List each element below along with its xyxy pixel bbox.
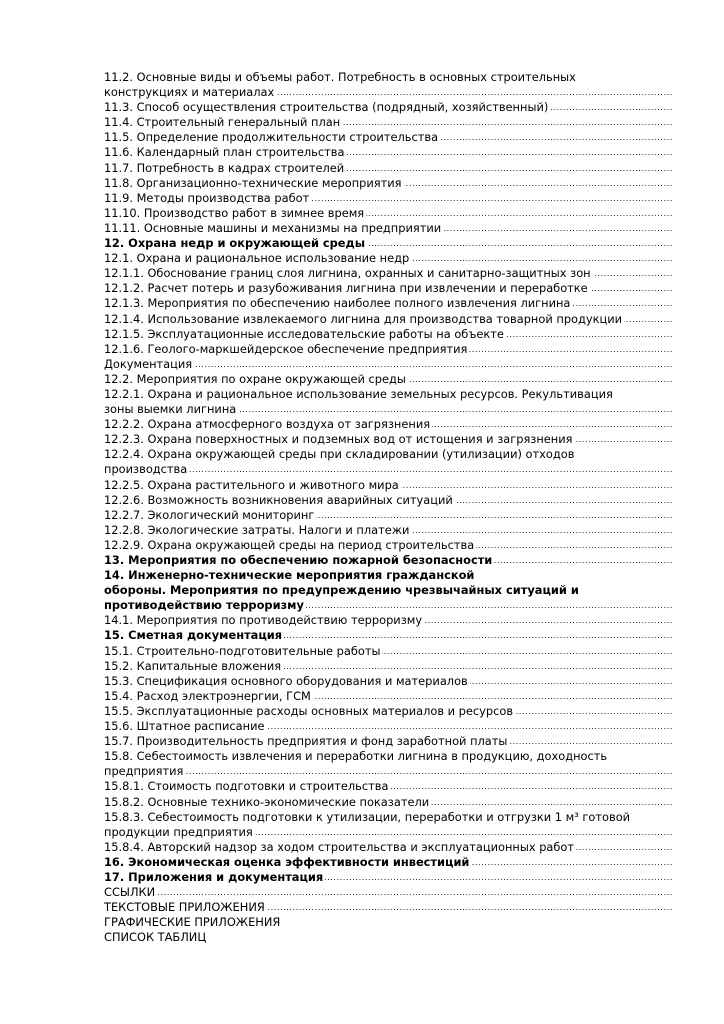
toc-entry[interactable] xyxy=(104,402,672,417)
toc-section-heading[interactable] xyxy=(104,598,672,613)
toc-section-heading[interactable] xyxy=(104,553,672,568)
toc-entry[interactable] xyxy=(104,281,672,296)
toc-entry[interactable] xyxy=(104,100,672,115)
toc-entry-text: 15.5. Эксплуатационные расходы основных материалов и ресурсов xyxy=(104,703,514,718)
toc-entry[interactable] xyxy=(104,508,672,523)
toc-section-heading[interactable] xyxy=(104,583,672,598)
toc-entry-text: 11.6. Календарный план строительства xyxy=(104,145,345,160)
toc-entry[interactable] xyxy=(104,779,672,794)
toc-entry-text: 14.1. Мероприятия по противодействию терроризму xyxy=(104,613,423,628)
toc-entry[interactable] xyxy=(104,312,672,327)
toc-entry[interactable] xyxy=(104,176,672,191)
toc-entry-text: 11.8. Организационно-технические мероприятия xyxy=(104,175,402,190)
toc-entry[interactable] xyxy=(104,432,672,447)
toc-entry[interactable] xyxy=(104,900,672,915)
toc-entry[interactable] xyxy=(104,704,672,719)
toc-entry-text: 12.2.8. Экологические затраты. Налоги и платежи xyxy=(104,522,410,537)
toc-entry-text: 15.2. Капитальные вложения xyxy=(104,658,282,673)
toc-entry-text: 15.8.4. Авторский надзор за ходом строительства и эксплуатационных работ xyxy=(104,839,575,854)
toc-entry-text: 12.1.2. Расчет потерь и разубоживания лигнина при извлечении и переработке xyxy=(104,281,588,296)
toc-entry-text: 12.2.6. Возможность возникновения аварийных ситуаций xyxy=(104,492,453,507)
toc-entry[interactable] xyxy=(104,749,672,764)
toc-entry[interactable] xyxy=(104,719,672,734)
toc-section-heading[interactable] xyxy=(104,236,672,251)
toc-entry-text: 11.9. Методы производства работ xyxy=(104,190,310,205)
toc-entry-text: 15. Сметная документация xyxy=(104,628,283,643)
toc-entry-text: 15.8. Себестоимость извлечения и переработки лигнина в продукцию, доходность xyxy=(104,749,608,764)
toc-entry[interactable] xyxy=(104,523,672,538)
toc-entry[interactable] xyxy=(104,191,672,206)
toc-entry-text: СПИСОК ТАБЛИЦ xyxy=(104,930,207,945)
toc-entry-text: 12.2.2. Охрана атмосферного воздуха от загрязнения xyxy=(104,417,431,432)
toc-entry-text: 15.8.3. Себестоимость подготовки к утилизации, переработки и отгрузки 1 м³ готовой xyxy=(104,809,631,824)
toc-entry[interactable] xyxy=(104,85,672,100)
toc-entry-text: 15.8.2. Основные технико-экономические показатели xyxy=(104,794,430,809)
toc-entry-text: 15.3. Спецификация основного оборудования и материалов xyxy=(104,673,468,688)
toc-entry[interactable] xyxy=(104,372,672,387)
toc-entry[interactable] xyxy=(104,115,672,130)
toc-entry-text: 12.2.5. Охрана растительного и животного мира xyxy=(104,477,399,492)
toc-entry-text: 12.2.9. Охрана окружающей среды на период строительства xyxy=(104,537,475,552)
toc-entry[interactable] xyxy=(104,493,672,508)
toc-entry-text: 17. Приложения и документация xyxy=(104,869,324,884)
toc-entry[interactable] xyxy=(104,478,672,493)
toc-entry-text: 15.6. Штатное расписание xyxy=(104,719,265,734)
toc-entry-text: обороны. Мероприятия по предупреждению чрезвычайных ситуаций и xyxy=(104,583,579,598)
toc-entry[interactable] xyxy=(104,674,672,689)
toc-entry-text: 11.10. Производство работ в зимнее время xyxy=(104,205,365,220)
toc-entry-text: ССЫЛКИ xyxy=(104,885,156,900)
toc-entry[interactable] xyxy=(104,357,672,372)
toc-entry-text: зоны выемки лигнина xyxy=(104,402,237,417)
toc-entry[interactable] xyxy=(104,417,672,432)
toc-entry-text: предприятия xyxy=(104,764,184,779)
toc-entry[interactable] xyxy=(104,447,672,462)
table-of-contents xyxy=(104,70,672,945)
toc-entry-text: 12.2. Мероприятия по охране окружающей среды xyxy=(104,371,406,386)
toc-entry-text: Документация xyxy=(104,356,193,371)
toc-section-heading[interactable] xyxy=(104,568,672,583)
toc-entry[interactable] xyxy=(104,825,672,840)
toc-entry-text: 11.4. Строительный генеральный план xyxy=(104,115,341,130)
toc-section-heading[interactable] xyxy=(104,855,672,870)
toc-entry-text: 15.7. Производительность предприятия и фонд заработной платы xyxy=(104,734,508,749)
toc-entry-text: 12.1.6. Геолого-маркшейдерское обеспечение предприятия xyxy=(104,341,468,356)
toc-entry-text: 11.3. Способ осуществления строительства (подрядный, хозяйственный) xyxy=(104,100,549,115)
toc-entry[interactable] xyxy=(104,206,672,221)
toc-entry-text: 12. Охрана недр и окружающей среды xyxy=(104,236,366,251)
toc-entry[interactable] xyxy=(104,251,672,266)
toc-entry[interactable] xyxy=(104,810,672,825)
toc-entry[interactable] xyxy=(104,644,672,659)
toc-entry-text: 15.4. Расход электроэнергии, ГСМ xyxy=(104,688,311,703)
toc-entry[interactable] xyxy=(104,266,672,281)
toc-entry-text: ТЕКСТОВЫЕ ПРИЛОЖЕНИЯ xyxy=(104,900,265,915)
toc-entry-text: 11.11. Основные машины и механизмы на предприятии xyxy=(104,220,442,235)
toc-entry[interactable] xyxy=(104,387,672,402)
toc-entry-text: 16. Экономическая оценка эффективности инвестиций xyxy=(104,854,470,869)
toc-entry[interactable] xyxy=(104,734,672,749)
toc-entry-text: 12.1.4. Использование извлекаемого лигнина для производства товарной продукции xyxy=(104,311,623,326)
toc-entry[interactable] xyxy=(104,327,672,342)
toc-entry-text: конструкциях и материалах xyxy=(104,85,275,100)
toc-entry[interactable] xyxy=(104,795,672,810)
toc-entry-text: 11.5. Определение продолжительности строительства xyxy=(104,130,439,145)
toc-entry-text: 12.2.3. Охрана поверхностных и подземных вод от истощения и загрязнения xyxy=(104,432,573,447)
toc-entry-text: 15.8.1. Стоимость подготовки и строительства xyxy=(104,779,389,794)
toc-entry-text: 11.2. Основные виды и объемы работ. Потребность в основных строительных xyxy=(104,70,576,84)
toc-entry-text: 13. Мероприятия по обеспечению пожарной безопасности xyxy=(104,553,493,567)
toc-section-heading[interactable] xyxy=(104,628,672,643)
toc-entry[interactable] xyxy=(104,840,672,855)
toc-entry[interactable] xyxy=(104,613,672,628)
toc-entry[interactable] xyxy=(104,342,672,357)
toc-entry[interactable] xyxy=(104,130,672,145)
toc-entry[interactable] xyxy=(104,689,672,704)
toc-entry[interactable] xyxy=(104,221,672,236)
toc-entry[interactable] xyxy=(104,915,672,930)
toc-entry[interactable] xyxy=(104,161,672,176)
toc-entry[interactable] xyxy=(104,885,672,900)
toc-section-heading[interactable] xyxy=(104,870,672,885)
toc-entry[interactable] xyxy=(104,930,672,945)
toc-entry-text: 12.1.3. Мероприятия по обеспечению наиболее полного извлечения лигнина xyxy=(104,296,571,311)
toc-entry-text: 11.7. Потребность в кадрах строителей xyxy=(104,160,345,175)
toc-entry-text: производства xyxy=(104,462,188,477)
toc-entry-text: 12.2.7. Экологический мониторинг xyxy=(104,507,315,522)
toc-entry[interactable] xyxy=(104,462,672,477)
toc-entry[interactable] xyxy=(104,659,672,674)
toc-entry-text: 15.1. Строительно-подготовительные работы xyxy=(104,643,381,658)
toc-entry-text: 12.1.1. Обоснование границ слоя лигнина, охранных и санитарно-защитных зон xyxy=(104,266,591,281)
toc-entry[interactable] xyxy=(104,764,672,779)
toc-entry-text: противодействию терроризму xyxy=(104,598,304,613)
toc-entry[interactable] xyxy=(104,296,672,311)
toc-entry-text: 12.2.1. Охрана и рациональное использование земельных ресурсов. Рекультивация xyxy=(104,386,613,401)
toc-entry-text: 12.2.4. Охрана окружающей среды при складировании (утилизации) отходов xyxy=(104,447,575,462)
toc-entry-text: 14. Инженерно-технические мероприятия гражданской xyxy=(104,568,475,583)
toc-entry-text: продукции предприятия xyxy=(104,824,253,839)
toc-entry-text: 12.1.5. Эксплуатационные исследовательские работы на объекте xyxy=(104,326,504,341)
toc-entry-text: ГРАФИЧЕСКИЕ ПРИЛОЖЕНИЯ xyxy=(104,915,281,930)
toc-entry-text: 12.1. Охрана и рациональное использование недр xyxy=(104,251,410,266)
toc-entry[interactable] xyxy=(104,538,672,553)
toc-entry[interactable] xyxy=(104,70,672,85)
toc-entry[interactable] xyxy=(104,145,672,160)
